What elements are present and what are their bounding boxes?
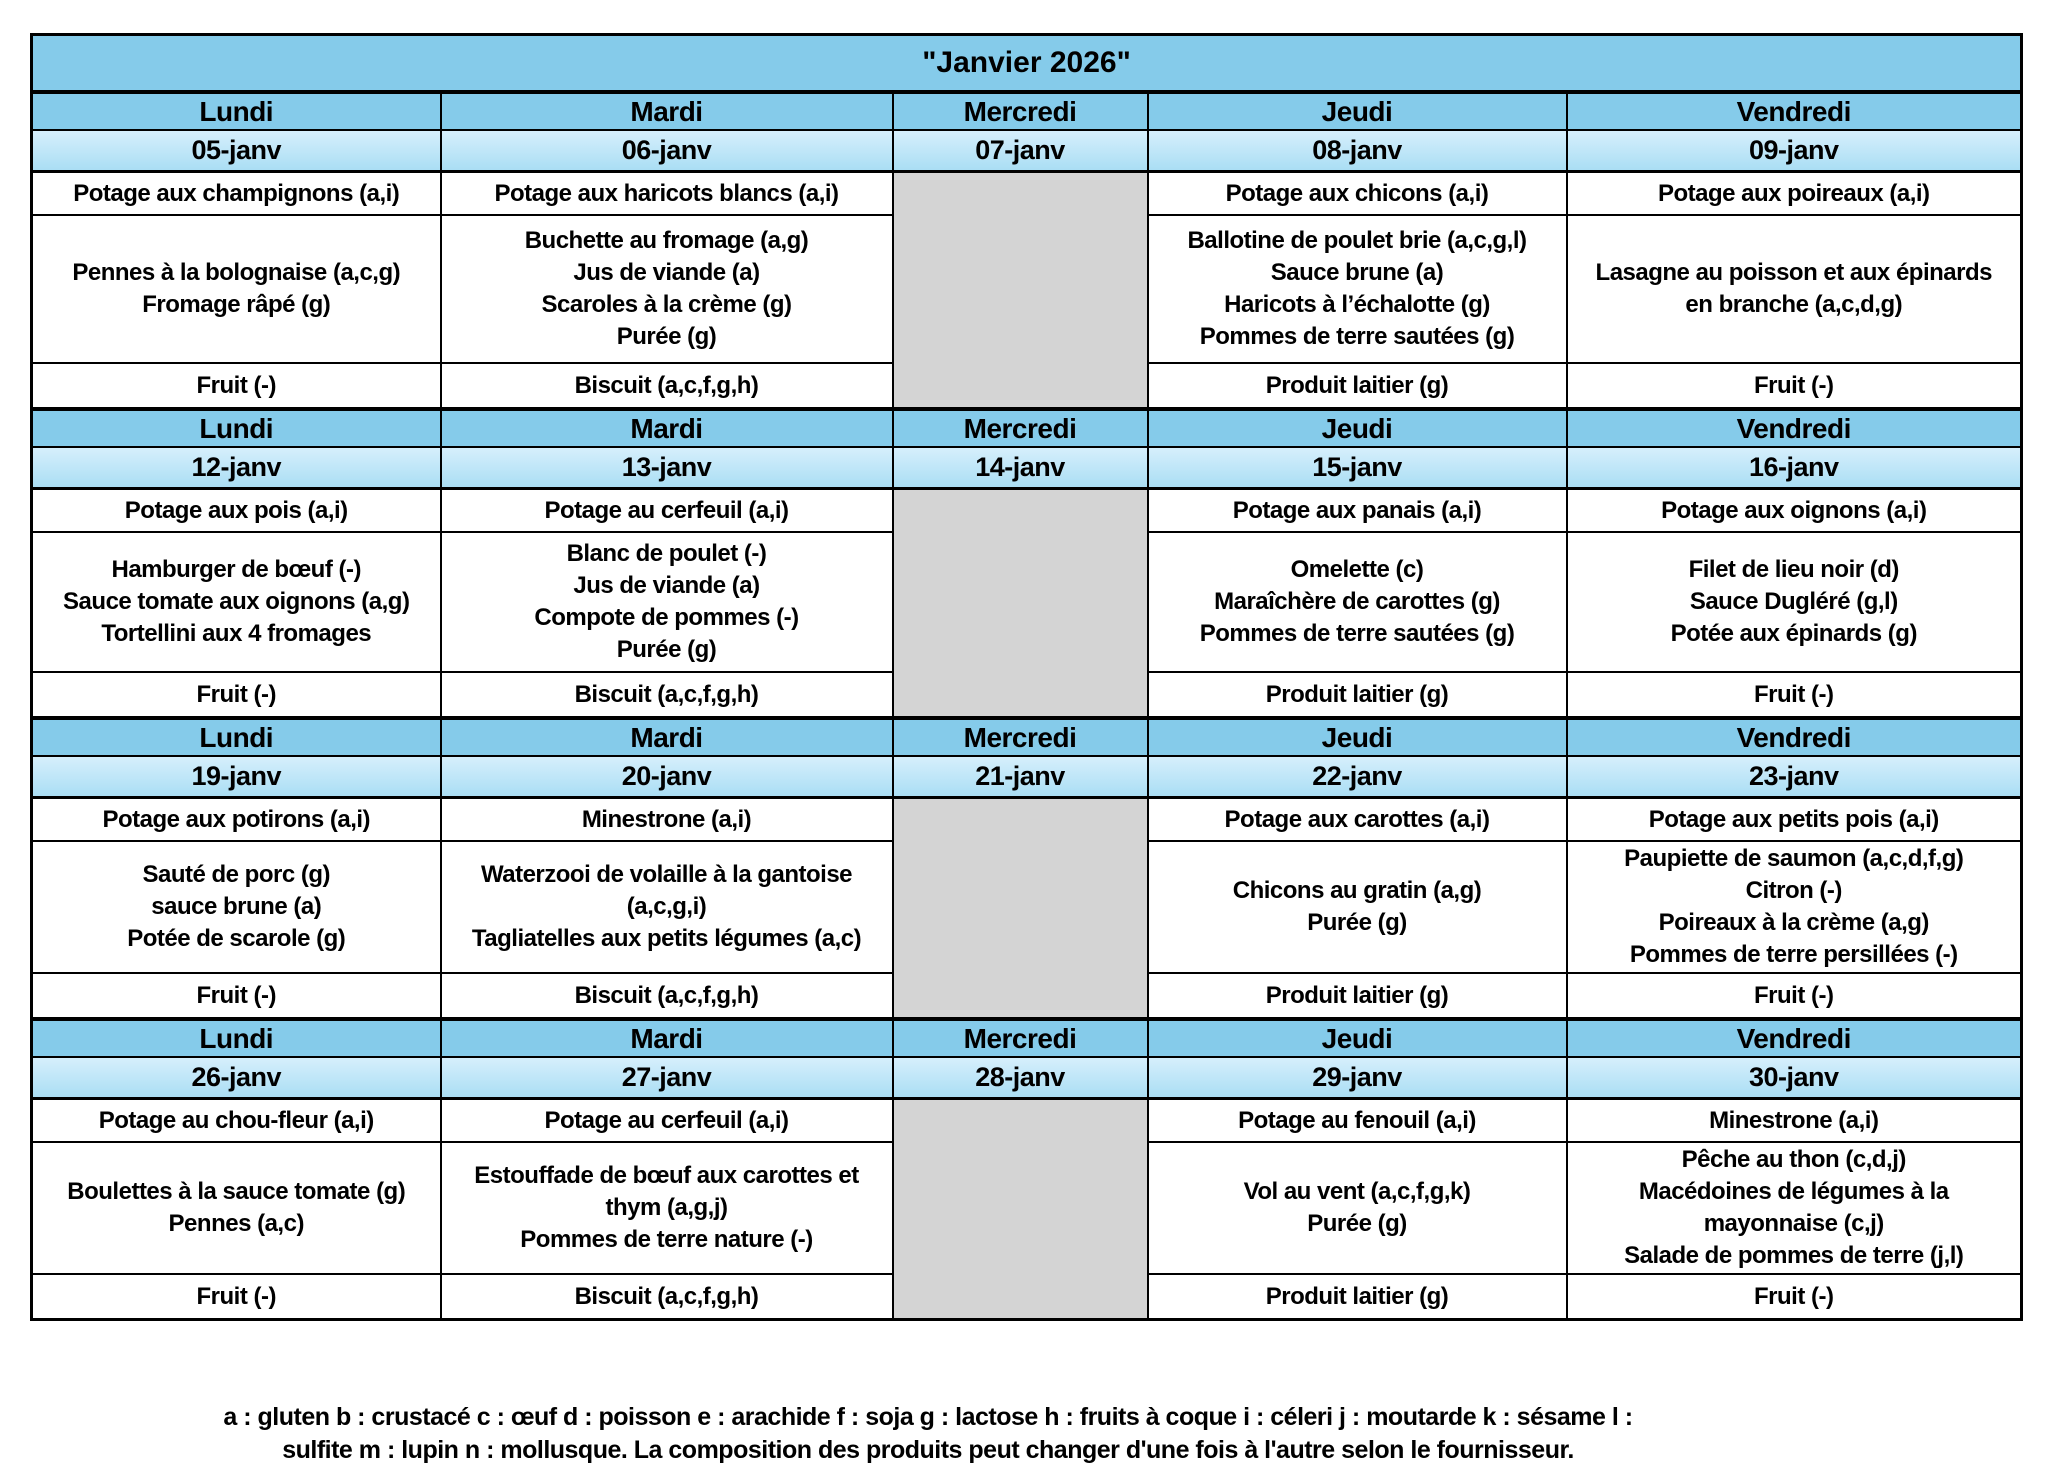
- soup-row: [32, 489, 2022, 533]
- main-dish-line: Pommes de terre sautées (g): [1199, 323, 1515, 350]
- menu-table: [30, 33, 2023, 1321]
- soup-row: [32, 172, 2022, 216]
- soup-cell: Potage aux haricots blancs (a,i): [441, 172, 893, 216]
- date-cell: 28-janv: [893, 1057, 1148, 1099]
- soup-row: [32, 798, 2022, 842]
- soup-cell: Potage aux panais (a,i): [1148, 489, 1567, 533]
- main-dish-line: Haricots à l’échalotte (g): [1224, 291, 1490, 318]
- dessert-cell: Produit laitier (g): [1148, 973, 1567, 1019]
- main-course-cell: [1148, 215, 1567, 363]
- main-course-cell: [1567, 841, 2022, 973]
- day-header-cell: Jeudi: [1148, 92, 1567, 130]
- menu-title: "Janvier 2026": [32, 35, 2022, 93]
- dessert-cell: Produit laitier (g): [1148, 1274, 1567, 1320]
- main-dish-line: Purée (g): [1307, 909, 1407, 936]
- soup-cell: Potage au cerfeuil (a,i): [441, 1099, 893, 1143]
- main-course-cell: [1567, 1142, 2022, 1274]
- day-header-cell: Vendredi: [1567, 409, 2022, 447]
- dessert-cell: Fruit (-): [32, 363, 441, 409]
- main-dish-line: Purée (g): [616, 636, 717, 663]
- day-header-cell: Vendredi: [1567, 1019, 2022, 1057]
- soup-row: [32, 1099, 2022, 1143]
- main-course-cell: [441, 841, 893, 973]
- main-dish-line: Pennes (a,c): [168, 1210, 304, 1237]
- dessert-cell: Fruit (-): [32, 973, 441, 1019]
- soup-cell: Potage aux petits pois (a,i): [1567, 798, 2022, 842]
- dessert-cell: Produit laitier (g): [1148, 672, 1567, 718]
- soup-cell: Potage aux potirons (a,i): [32, 798, 441, 842]
- day-header-cell: Mardi: [441, 409, 893, 447]
- main-dish-line: Filet de lieu noir (d): [1688, 556, 1899, 583]
- dessert-cell: Fruit (-): [32, 672, 441, 718]
- main-dish-line: Estouffade de bœuf aux carottes et: [474, 1162, 859, 1189]
- date-cell: 19-janv: [32, 756, 441, 798]
- no-service-cell: [893, 172, 1148, 410]
- dessert-cell: Fruit (-): [1567, 973, 2022, 1019]
- day-header-cell: Lundi: [32, 1019, 441, 1057]
- allergen-legend: [68, 1401, 1788, 1467]
- day-header-cell: Jeudi: [1148, 1019, 1567, 1057]
- dessert-cell: Biscuit (a,c,f,g,h): [441, 1274, 893, 1320]
- day-header-cell: Mardi: [441, 92, 893, 130]
- main-dish-line: Buchette au fromage (a,g): [524, 227, 809, 254]
- date-cell: 15-janv: [1148, 447, 1567, 489]
- main-course-cell: [441, 215, 893, 363]
- title-row: [32, 35, 2022, 93]
- main-dish-line: mayonnaise (c,j): [1703, 1210, 1884, 1237]
- main-dish-line: Fromage râpé (g): [142, 291, 331, 318]
- date-cell: 27-janv: [441, 1057, 893, 1099]
- day-header-cell: Mercredi: [893, 92, 1148, 130]
- soup-cell: Potage au cerfeuil (a,i): [441, 489, 893, 533]
- no-service-cell: [893, 489, 1148, 719]
- day-header-cell: Jeudi: [1148, 718, 1567, 756]
- legend-line-1: a : gluten b : crustacé c : œuf d : poisson e : arachide f : soja g : lactose h : fruits à coque i : céleri j : moutarde k : sésame l :: [223, 1403, 1633, 1431]
- main-dish-line: Sauce brune (a): [1270, 259, 1444, 286]
- date-cell: 20-janv: [441, 756, 893, 798]
- main-dish-line: Ballotine de poulet brie (a,c,g,l): [1187, 227, 1527, 254]
- dessert-cell: Biscuit (a,c,f,g,h): [441, 672, 893, 718]
- main-course-cell: [32, 532, 441, 672]
- day-header-cell: Mercredi: [893, 1019, 1148, 1057]
- soup-cell: Potage aux oignons (a,i): [1567, 489, 2022, 533]
- main-dish-line: Poireaux à la crème (a,g): [1658, 909, 1929, 936]
- main-dish-line: Sauce Dugléré (g,l): [1689, 588, 1898, 615]
- dessert-cell: Fruit (-): [32, 1274, 441, 1320]
- day-header-cell: Mercredi: [893, 718, 1148, 756]
- soup-cell: Minestrone (a,i): [1567, 1099, 2022, 1143]
- main-dish-line: Jus de viande (a): [573, 572, 760, 599]
- no-service-cell: [893, 798, 1148, 1020]
- main-dish-line: Salade de pommes de terre (j,l): [1624, 1242, 1964, 1269]
- main-dish-line: Purée (g): [1307, 1210, 1407, 1237]
- day-header-row: [32, 409, 2022, 447]
- day-header-cell: Jeudi: [1148, 409, 1567, 447]
- main-dish-line: Waterzooi de volaille à la gantoise: [480, 861, 853, 888]
- soup-cell: Minestrone (a,i): [441, 798, 893, 842]
- soup-cell: Potage au chou-fleur (a,i): [32, 1099, 441, 1143]
- day-header-cell: Mardi: [441, 1019, 893, 1057]
- date-cell: 12-janv: [32, 447, 441, 489]
- main-dish-line: Blanc de poulet (-): [566, 540, 767, 567]
- date-cell: 22-janv: [1148, 756, 1567, 798]
- main-dish-line: Compote de pommes (-): [534, 604, 799, 631]
- main-dish-line: Vol au vent (a,c,f,g,k): [1243, 1178, 1471, 1205]
- dessert-cell: Produit laitier (g): [1148, 363, 1567, 409]
- soup-cell: Potage aux poireaux (a,i): [1567, 172, 2022, 216]
- dessert-cell: Biscuit (a,c,f,g,h): [441, 363, 893, 409]
- main-course-cell: [1567, 215, 2022, 363]
- date-row: [32, 1057, 2022, 1099]
- date-cell: 26-janv: [32, 1057, 441, 1099]
- main-dish-line: Potée aux épinards (g): [1670, 620, 1917, 647]
- main-dish-line: Pêche au thon (c,d,j): [1681, 1146, 1906, 1173]
- date-cell: 21-janv: [893, 756, 1148, 798]
- main-course-cell: [32, 215, 441, 363]
- day-header-row: [32, 92, 2022, 130]
- date-cell: 29-janv: [1148, 1057, 1567, 1099]
- day-header-cell: Mardi: [441, 718, 893, 756]
- main-dish-line: sauce brune (a): [151, 893, 322, 920]
- main-dish-line: Sauté de porc (g): [142, 861, 331, 888]
- date-cell: 16-janv: [1567, 447, 2022, 489]
- main-course-cell: [1148, 1142, 1567, 1274]
- day-header-cell: Lundi: [32, 409, 441, 447]
- main-dish-line: Macédoines de légumes à la: [1638, 1178, 1949, 1205]
- main-dish-line: Tagliatelles aux petits légumes (a,c): [471, 925, 862, 952]
- day-header-cell: Lundi: [32, 92, 441, 130]
- day-header-row: [32, 718, 2022, 756]
- soup-cell: Potage aux chicons (a,i): [1148, 172, 1567, 216]
- dessert-cell: Fruit (-): [1567, 1274, 2022, 1320]
- main-dish-line: Scaroles à la crème (g): [541, 291, 792, 318]
- date-cell: 09-janv: [1567, 130, 2022, 172]
- main-dish-line: Sauce tomate aux oignons (a,g): [63, 588, 410, 615]
- main-dish-line: Boulettes à la sauce tomate (g): [67, 1178, 406, 1205]
- day-header-row: [32, 1019, 2022, 1057]
- main-dish-line: Hamburger de bœuf (-): [111, 556, 361, 583]
- soup-cell: Potage aux pois (a,i): [32, 489, 441, 533]
- main-dish-line: Purée (g): [616, 323, 717, 350]
- main-dish-line: en branche (a,c,d,g): [1685, 291, 1903, 318]
- day-header-cell: Vendredi: [1567, 718, 2022, 756]
- main-dish-line: Maraîchère de carottes (g): [1214, 588, 1500, 615]
- main-dish-line: Pommes de terre nature (-): [520, 1226, 813, 1253]
- main-dish-line: Jus de viande (a): [573, 259, 760, 286]
- main-dish-line: Pennes à la bolognaise (a,c,g): [72, 259, 401, 286]
- date-row: [32, 756, 2022, 798]
- date-row: [32, 447, 2022, 489]
- dessert-cell: Fruit (-): [1567, 672, 2022, 718]
- main-course-cell: [32, 1142, 441, 1274]
- legend-line-2: sulfite m : lupin n : mollusque. La composition des produits peut changer d'une fois à l'autre selon le fournisseur.: [282, 1436, 1574, 1464]
- date-cell: 23-janv: [1567, 756, 2022, 798]
- main-dish-line: Omelette (c): [1290, 556, 1424, 583]
- date-cell: 13-janv: [441, 447, 893, 489]
- day-header-cell: Lundi: [32, 718, 441, 756]
- main-course-cell: [441, 532, 893, 672]
- soup-cell: Potage aux champignons (a,i): [32, 172, 441, 216]
- day-header-cell: Vendredi: [1567, 92, 2022, 130]
- date-cell: 07-janv: [893, 130, 1148, 172]
- main-dish-line: Pommes de terre sautées (g): [1199, 620, 1515, 647]
- main-dish-line: Potée de scarole (g): [127, 925, 346, 952]
- main-course-cell: [441, 1142, 893, 1274]
- main-dish-line: Citron (-): [1745, 877, 1842, 904]
- dessert-cell: Fruit (-): [1567, 363, 2022, 409]
- main-dish-line: Pommes de terre persillées (-): [1629, 941, 1958, 968]
- main-dish-line: Tortellini aux 4 fromages: [101, 620, 372, 647]
- main-course-cell: [1148, 532, 1567, 672]
- date-cell: 05-janv: [32, 130, 441, 172]
- date-cell: 06-janv: [441, 130, 893, 172]
- main-course-cell: [1148, 841, 1567, 973]
- soup-cell: Potage au fenouil (a,i): [1148, 1099, 1567, 1143]
- main-dish-line: (a,c,g,i): [626, 893, 707, 920]
- date-cell: 14-janv: [893, 447, 1148, 489]
- date-cell: 30-janv: [1567, 1057, 2022, 1099]
- date-cell: 08-janv: [1148, 130, 1567, 172]
- date-row: [32, 130, 2022, 172]
- soup-cell: Potage aux carottes (a,i): [1148, 798, 1567, 842]
- main-course-cell: [32, 841, 441, 973]
- main-dish-line: Chicons au gratin (a,g): [1232, 877, 1482, 904]
- day-header-cell: Mercredi: [893, 409, 1148, 447]
- main-dish-line: Paupiette de saumon (a,c,d,f,g): [1624, 845, 1964, 872]
- main-dish-line: thym (a,g,j): [605, 1194, 728, 1221]
- no-service-cell: [893, 1099, 1148, 1320]
- main-dish-line: Lasagne au poisson et aux épinards: [1595, 259, 1992, 286]
- dessert-cell: Biscuit (a,c,f,g,h): [441, 973, 893, 1019]
- main-course-cell: [1567, 532, 2022, 672]
